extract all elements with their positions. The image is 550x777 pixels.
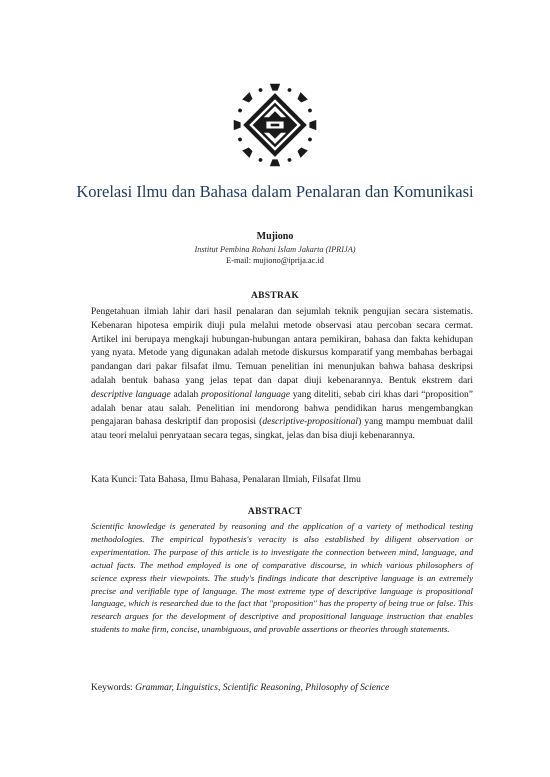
journal-logo-icon [232,82,318,168]
author-affiliation: Institut Pembina Rohani Islam Jakarta (IPRIJA) [194,245,356,254]
abstrak-term-paren: descriptive-propositional [262,417,359,428]
author-name: Mujiono [256,231,294,242]
keywords-label: Keywords: [91,683,136,693]
keywords-list: Grammar, Linguistics, Scientific Reasoning, Philosophy of Science [135,683,390,693]
kata-kunci: Kata Kunci: Tata Bahasa, Ilmu Bahasa, Penalaran Ilmiah, Filsafat Ilmu [91,475,361,485]
abstrak-text-1: Pengetahuan ilmiah lahir dari hasil penalaran dan sejumlah teknik pengujian secara sistematis. Kebenaran hipotesa empirik diuji pula melalui metode observasi atau percoban secara cermat. Artikel ini berupaya mengkaji hubungan-hubungan antara pemikiran, bahasa dan fakta kehidupan yang nyata. Metode yang digunakan adalah metode diskursus komparatif yang membahas berbagai pandangan dari pakar filsafat ilmu. Temuan penelitian ini menunjukan bahwa bahasa deskripsi adalah bentuk bahasa yang jelas tepat dan dapat diuji kebenarannya. Bentuk ekstrem dari [91,307,473,386]
abstrak-text-adalah: adalah [170,389,202,400]
abstrak-heading: ABSTRAK [250,291,300,301]
paper-title: Korelasi Ilmu dan Bahasa dalam Penalaran dan Komunikasi [76,182,474,201]
abstrak-paragraph [91,306,473,444]
abstrak-text-3: ) yang mampu membuat dalil atau teori melalui penryataan secara tegas, singkat, jelas dan bisa diuji kebenarannya. [91,417,473,442]
abstrak-term-propositional: propositional language [201,389,290,400]
keywords [91,682,473,695]
abstract-paragraph: Scientific knowledge is generated by reasoning and the application of a variety of methodical testing methodologies. The empirical hypothesis's veracity is also established by diligent observation or experimentation. The purpose of this article is to investigate the connection between mind, language, and actual facts. The method employed is one of comparative discourse, in which various philosophers of science express their viewpoints. The study's findings indicate that descriptive language is an extremely precise and verifiable type of language. The most extreme type of descriptive language is propositional language, which is researched due to the fact that "proposition" has the property of being true or false. This research argues for the development of descriptive and propositional language instruction that enables students to make firm, concise, unambiguous, and provable assertions or theories through statements. [91,521,473,635]
abstract-heading: ABSTRACT [247,507,303,517]
abstrak-text-2: yang diteliti, sebab ciri khas dari “proposition” adalah benar atau salah. Penelitian ini mendorong bahwa pendidikan harus mengembangkan pengajaran bahasa deskriptif dan proposisi ( [91,389,473,428]
abstrak-term-descriptive: descriptive language [91,389,171,400]
author-email[interactable]: E-mail: mujiono@iprija.ac.id [226,256,324,265]
